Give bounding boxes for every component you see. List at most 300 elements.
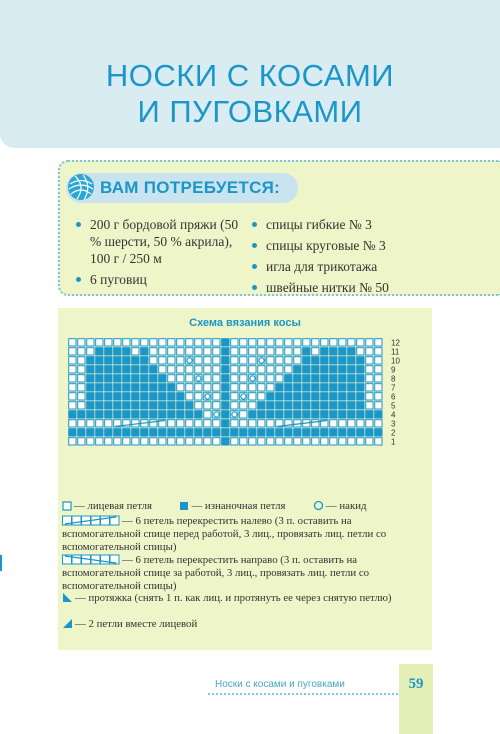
knit-cell — [321, 438, 328, 445]
purl-cell — [303, 411, 310, 418]
knit-cell — [159, 339, 166, 346]
purl-cell — [186, 429, 193, 436]
cable-left-icon — [62, 515, 120, 526]
purl-cell — [87, 402, 94, 409]
purl-cell — [96, 366, 103, 373]
knit-cell — [213, 393, 220, 400]
list-item: спицы круговые № 3 — [252, 237, 452, 254]
knit-cell — [195, 348, 202, 355]
purl-cell — [258, 411, 265, 418]
knit-cell — [357, 438, 364, 445]
yarnover-mark — [205, 394, 210, 399]
knit-cell — [168, 357, 175, 364]
knit-cell — [366, 339, 373, 346]
page-tab — [399, 664, 433, 734]
purl-cell — [222, 375, 229, 382]
row-number: 12 — [391, 338, 400, 348]
knit-cell — [132, 438, 139, 445]
purl-cell — [267, 411, 274, 418]
knit-cell — [249, 348, 256, 355]
purl-cell — [213, 429, 220, 436]
knit-stitch-icon — [62, 501, 72, 511]
knit-cell — [231, 375, 238, 382]
knit-cell — [366, 375, 373, 382]
purl-cell — [186, 411, 193, 418]
purl-cell — [222, 393, 229, 400]
purl-cell — [150, 366, 157, 373]
yarn-ball-icon — [66, 172, 96, 202]
knit-cell — [168, 375, 175, 382]
purl-cell — [132, 429, 139, 436]
purl-cell — [150, 375, 157, 382]
purl-cell — [114, 384, 121, 391]
knit-cell — [375, 393, 382, 400]
purl-cell — [267, 393, 274, 400]
purl-cell — [339, 384, 346, 391]
knit-cell — [375, 375, 382, 382]
knit-cell — [303, 438, 310, 445]
yarnover-mark — [214, 412, 219, 417]
purl-cell — [321, 402, 328, 409]
row-number: 9 — [391, 365, 396, 375]
purl-cell — [285, 393, 292, 400]
purl-cell — [321, 429, 328, 436]
purl-cell — [132, 393, 139, 400]
knit-cell — [159, 366, 166, 373]
purl-cell — [168, 393, 175, 400]
purl-cell — [204, 429, 211, 436]
list-item: швейные нитки № 50 — [252, 279, 452, 296]
knit-cell — [168, 366, 175, 373]
knit-cell — [204, 357, 211, 364]
purl-cell — [366, 411, 373, 418]
knit-cell — [78, 393, 85, 400]
knit-cell — [123, 438, 130, 445]
knit-cell — [294, 339, 301, 346]
knit-cell — [69, 357, 76, 364]
list-item: 6 пуговиц — [76, 271, 246, 288]
purl-cell — [339, 402, 346, 409]
page-number: 59 — [408, 676, 424, 692]
purl-cell — [222, 420, 229, 427]
row-number: 11 — [391, 347, 400, 357]
knit-cell — [177, 420, 184, 427]
purl-cell — [87, 429, 94, 436]
knit-cell — [69, 438, 76, 445]
purl-cell — [276, 384, 283, 391]
purl-cell — [339, 357, 346, 364]
knit-cell — [240, 348, 247, 355]
purl-cell — [303, 402, 310, 409]
purl-cell — [258, 429, 265, 436]
knit-cell — [114, 438, 121, 445]
knit-cell — [213, 438, 220, 445]
purl-cell — [321, 348, 328, 355]
purl-cell — [321, 384, 328, 391]
purl-cell — [177, 411, 184, 418]
knit-cell — [339, 420, 346, 427]
knit-cell — [186, 348, 193, 355]
knit-cell — [213, 339, 220, 346]
page-title — [0, 58, 500, 130]
purl-cell — [321, 357, 328, 364]
knit-cell — [195, 420, 202, 427]
purl-cell — [159, 375, 166, 382]
purl-cell — [312, 411, 319, 418]
yarnover-mark — [241, 394, 246, 399]
knit-cell — [105, 420, 112, 427]
purl-cell — [330, 411, 337, 418]
purl-cell — [303, 357, 310, 364]
legend-row-slip-pass — [62, 592, 422, 605]
purl-cell — [132, 384, 139, 391]
purl-cell — [87, 375, 94, 382]
purl-cell — [132, 402, 139, 409]
purl-cell — [303, 375, 310, 382]
requirements-heading: ВАМ ПОТРЕБУЕТСЯ: — [100, 178, 281, 197]
knit-cell — [231, 366, 238, 373]
purl-cell — [96, 348, 103, 355]
purl-cell — [123, 348, 130, 355]
purl-cell — [69, 429, 76, 436]
legend-slip-pass: — протяжка (снять 1 п. как лиц. и протянуть ее через снятую петлю) — [75, 592, 392, 604]
purl-cell — [69, 411, 76, 418]
purl-cell — [105, 411, 112, 418]
knit-cell — [339, 438, 346, 445]
row-number: 2 — [391, 428, 396, 438]
purl-cell — [96, 411, 103, 418]
purl-cell — [96, 357, 103, 364]
knit-cell — [231, 348, 238, 355]
knit-cell — [186, 393, 193, 400]
knit-cell — [312, 339, 319, 346]
purl-cell — [114, 375, 121, 382]
knit-cell — [276, 348, 283, 355]
purl-cell — [123, 411, 130, 418]
knit-cell — [375, 366, 382, 373]
purl-cell — [357, 411, 364, 418]
knit-cell — [177, 348, 184, 355]
legend-row-k2tog — [62, 618, 422, 631]
knit-cell — [177, 366, 184, 373]
knit-cell — [231, 393, 238, 400]
purl-cell — [87, 411, 94, 418]
knit-cell — [267, 348, 274, 355]
knit-cell — [231, 420, 238, 427]
purl-cell — [348, 375, 355, 382]
purl-cell — [303, 429, 310, 436]
purl-cell — [114, 348, 121, 355]
row-number: 8 — [391, 374, 396, 384]
legend-cable-left: — 6 петель перекрестить налево (3 п. оставить на вспомогательной спице перед работой, 3 лиц., провязать лиц. петли со вспомогательной спицы) — [62, 515, 387, 553]
purl-cell — [330, 375, 337, 382]
purl-cell — [159, 384, 166, 391]
purl-cell — [177, 393, 184, 400]
purl-cell — [348, 357, 355, 364]
knit-cell — [168, 339, 175, 346]
purl-cell — [330, 348, 337, 355]
knit-cell — [213, 357, 220, 364]
knit-cell — [258, 420, 265, 427]
purl-cell — [105, 375, 112, 382]
purl-cell — [222, 411, 229, 418]
knit-cell — [186, 384, 193, 391]
purl-stitch-icon — [179, 501, 189, 511]
knit-cell — [240, 438, 247, 445]
purl-cell — [123, 375, 130, 382]
knit-cell — [240, 384, 247, 391]
knit-cell — [366, 384, 373, 391]
purl-cell — [294, 366, 301, 373]
knit-cell — [375, 357, 382, 364]
purl-cell — [87, 366, 94, 373]
knit-cell — [294, 438, 301, 445]
knit-cell — [249, 438, 256, 445]
legend-knit: — лицевая петля — [74, 500, 153, 512]
purl-cell — [348, 393, 355, 400]
purl-cell — [159, 393, 166, 400]
knit-cell — [87, 438, 94, 445]
knit-cell — [141, 339, 148, 346]
list-item: спицы гибкие № 3 — [252, 216, 452, 233]
purl-cell — [249, 429, 256, 436]
knit-cell — [285, 339, 292, 346]
purl-cell — [276, 411, 283, 418]
knit-cell — [186, 375, 193, 382]
purl-cell — [330, 393, 337, 400]
knit-cell — [213, 420, 220, 427]
knit-cell — [285, 366, 292, 373]
knit-cell — [195, 438, 202, 445]
legend-row-basic — [62, 500, 422, 513]
knit-cell — [285, 357, 292, 364]
purl-cell — [114, 366, 121, 373]
purl-cell — [357, 429, 364, 436]
knit-cell — [267, 375, 274, 382]
purl-cell — [276, 429, 283, 436]
purl-cell — [321, 393, 328, 400]
purl-cell — [141, 348, 148, 355]
knit-cell — [78, 366, 85, 373]
purl-cell — [285, 411, 292, 418]
knit-cell — [69, 402, 76, 409]
purl-cell — [195, 429, 202, 436]
knit-cell — [69, 375, 76, 382]
purl-cell — [123, 393, 130, 400]
knit-cell — [231, 384, 238, 391]
yarnover-mark — [187, 358, 192, 363]
knit-cell — [186, 339, 193, 346]
knit-cell — [375, 402, 382, 409]
knit-cell — [357, 339, 364, 346]
purl-cell — [276, 393, 283, 400]
knit-cell — [249, 339, 256, 346]
legend-row-cable-right — [62, 554, 422, 593]
purl-cell — [222, 402, 229, 409]
knitting-chart — [68, 338, 404, 486]
knit-cell — [321, 339, 328, 346]
knit-cell — [303, 339, 310, 346]
knit-cell — [195, 366, 202, 373]
knit-cell — [294, 357, 301, 364]
purl-cell — [312, 366, 319, 373]
knit-cell — [258, 375, 265, 382]
purl-cell — [105, 357, 112, 364]
purl-cell — [240, 429, 247, 436]
purl-cell — [348, 402, 355, 409]
purl-cell — [222, 438, 229, 445]
knit-cell — [375, 348, 382, 355]
knit-cell — [213, 375, 220, 382]
knit-cell — [276, 375, 283, 382]
purl-cell — [267, 402, 274, 409]
knit-cell — [267, 339, 274, 346]
purl-cell — [357, 375, 364, 382]
slip-pass-icon — [62, 592, 73, 603]
purl-cell — [366, 429, 373, 436]
purl-cell — [303, 366, 310, 373]
knit-cell — [258, 438, 265, 445]
purl-cell — [168, 384, 175, 391]
knit-cell — [69, 393, 76, 400]
knit-cell — [348, 420, 355, 427]
knit-cell — [168, 420, 175, 427]
purl-cell — [87, 357, 94, 364]
purl-cell — [231, 429, 238, 436]
row-number: 5 — [391, 401, 396, 411]
purl-cell — [303, 348, 310, 355]
purl-cell — [132, 357, 139, 364]
materials-list-right — [252, 216, 452, 300]
knit-cell — [267, 357, 274, 364]
purl-cell — [339, 393, 346, 400]
purl-cell — [321, 375, 328, 382]
row-number: 3 — [391, 419, 396, 429]
purl-cell — [357, 393, 364, 400]
knit-cell — [78, 375, 85, 382]
purl-cell — [141, 402, 148, 409]
knit-cell — [249, 393, 256, 400]
purl-cell — [249, 411, 256, 418]
purl-cell — [168, 429, 175, 436]
purl-cell — [339, 366, 346, 373]
purl-cell — [141, 366, 148, 373]
knit-cell — [105, 438, 112, 445]
purl-cell — [132, 366, 139, 373]
knit-cell — [204, 420, 211, 427]
knit-cell — [150, 348, 157, 355]
knit-cell — [258, 348, 265, 355]
knit-cell — [249, 384, 256, 391]
knit-cell — [96, 339, 103, 346]
purl-cell — [141, 375, 148, 382]
title-line-1: НОСКИ С КОСАМИ — [105, 58, 395, 93]
purl-cell — [339, 429, 346, 436]
purl-cell — [267, 429, 274, 436]
knit-cell — [177, 357, 184, 364]
knit-cell — [105, 339, 112, 346]
knit-cell — [186, 366, 193, 373]
yarnover-mark — [250, 376, 255, 381]
knit-cell — [78, 357, 85, 364]
knit-cell — [159, 438, 166, 445]
legend-row-cable-left — [62, 515, 422, 554]
knit-cell — [258, 339, 265, 346]
purl-cell — [312, 402, 319, 409]
purl-cell — [348, 366, 355, 373]
purl-cell — [312, 357, 319, 364]
knit-cell — [159, 357, 166, 364]
purl-cell — [348, 429, 355, 436]
purl-cell — [195, 411, 202, 418]
knit-cell — [231, 402, 238, 409]
knit-cell — [240, 375, 247, 382]
purl-cell — [339, 375, 346, 382]
knit-cell — [177, 438, 184, 445]
purl-cell — [330, 402, 337, 409]
purl-cell — [294, 402, 301, 409]
knit-cell — [78, 420, 85, 427]
knit-cell — [69, 348, 76, 355]
knit-cell — [330, 339, 337, 346]
legend-k2tog: — 2 петли вместе лицевой — [75, 618, 198, 630]
purl-cell — [114, 429, 121, 436]
purl-cell — [330, 429, 337, 436]
knit-cell — [186, 438, 193, 445]
knit-cell — [267, 366, 274, 373]
knit-cell — [240, 366, 247, 373]
cable-right-icon — [62, 554, 120, 565]
knit-cell — [276, 357, 283, 364]
knit-cell — [87, 420, 94, 427]
footer-section-title: Носки с косами и пуговками — [215, 679, 345, 690]
knit-cell — [213, 366, 220, 373]
knit-cell — [231, 438, 238, 445]
knit-cell — [258, 366, 265, 373]
materials-list-left — [76, 216, 246, 292]
knit-cell — [357, 348, 364, 355]
purl-cell — [96, 375, 103, 382]
purl-cell — [294, 429, 301, 436]
purl-cell — [150, 384, 157, 391]
yarnover-mark — [232, 412, 237, 417]
knit-cell — [375, 384, 382, 391]
knit-cell — [150, 357, 157, 364]
knit-cell — [213, 384, 220, 391]
purl-cell — [105, 366, 112, 373]
purl-cell — [312, 384, 319, 391]
knit-cell — [123, 339, 130, 346]
knit-cell — [204, 366, 211, 373]
row-number: 4 — [391, 410, 396, 420]
purl-cell — [177, 429, 184, 436]
knit-cell — [240, 420, 247, 427]
purl-cell — [222, 348, 229, 355]
purl-cell — [330, 366, 337, 373]
purl-cell — [330, 384, 337, 391]
knit-cell — [87, 348, 94, 355]
knit-cell — [375, 339, 382, 346]
purl-cell — [141, 411, 148, 418]
knit-cell — [177, 339, 184, 346]
knit-cell — [348, 438, 355, 445]
knit-cell — [249, 366, 256, 373]
purl-cell — [294, 384, 301, 391]
purl-cell — [114, 411, 121, 418]
knit-cell — [267, 438, 274, 445]
list-item: игла для трикотажа — [252, 258, 452, 275]
purl-cell — [141, 429, 148, 436]
